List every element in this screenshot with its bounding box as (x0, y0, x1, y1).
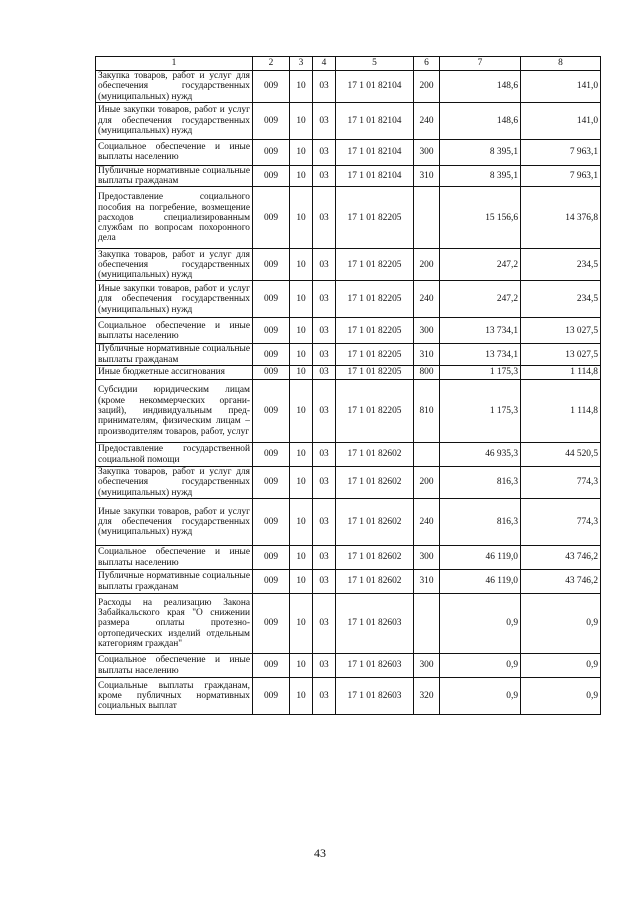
header-cell: 7 (440, 57, 521, 71)
row-target-article: 17 1 01 82205 (336, 380, 414, 443)
header-cell: 5 (336, 57, 414, 71)
row-target-article: 17 1 01 82205 (336, 344, 414, 366)
row-section-code: 10 (290, 71, 313, 103)
row-subsection-code: 03 (313, 344, 336, 366)
row-description: Закупка товаров, работ и услуг для обеспечения государственных (муниципальных) нужд (96, 71, 253, 103)
table-row (96, 594, 601, 654)
row-expense-type: 310 (414, 570, 440, 594)
row-target-article: 17 1 01 82602 (336, 570, 414, 594)
row-subsection-code: 03 (313, 546, 336, 570)
row-amount-year-1: 0,9 (440, 594, 521, 654)
row-expense-type: 310 (414, 165, 440, 187)
row-target-article: 17 1 01 82603 (336, 654, 414, 678)
row-amount-year-2: 0,9 (521, 594, 601, 654)
row-amount-year-1: 1 175,3 (440, 380, 521, 443)
row-ministry-code: 009 (253, 165, 290, 187)
row-subsection-code: 03 (313, 165, 336, 187)
row-expense-type: 300 (414, 654, 440, 678)
row-section-code: 10 (290, 570, 313, 594)
row-amount-year-2: 43 746,2 (521, 546, 601, 570)
row-expense-type (414, 443, 440, 467)
row-section-code: 10 (290, 187, 313, 249)
row-subsection-code: 03 (313, 654, 336, 678)
row-amount-year-2: 7 963,1 (521, 165, 601, 187)
row-description: Предоставление государственной социальной помощи (96, 443, 253, 467)
row-amount-year-1: 8 395,1 (440, 165, 521, 187)
table-row (96, 281, 601, 318)
row-ministry-code: 009 (253, 249, 290, 281)
row-description: Субсидии юридическим лицам (кроме некоммерческих организаций), индивидуальным предпринимателям, физическим лицам – производителям товаров, работ, услуг (96, 380, 253, 443)
table-row (96, 380, 601, 443)
row-amount-year-2: 0,9 (521, 654, 601, 678)
row-ministry-code: 009 (253, 102, 290, 139)
row-description: Социальное обеспечение и иные выплаты населению (96, 654, 253, 678)
row-amount-year-1: 46 119,0 (440, 546, 521, 570)
row-target-article: 17 1 01 82602 (336, 443, 414, 467)
row-amount-year-1: 46 935,3 (440, 443, 521, 467)
row-target-article: 17 1 01 82104 (336, 71, 414, 103)
row-amount-year-2: 234,5 (521, 281, 601, 318)
row-expense-type: 810 (414, 380, 440, 443)
row-subsection-code: 03 (313, 249, 336, 281)
row-expense-type: 200 (414, 71, 440, 103)
row-target-article: 17 1 01 82602 (336, 499, 414, 546)
row-ministry-code: 009 (253, 187, 290, 249)
row-amount-year-2: 1 114,8 (521, 366, 601, 380)
row-target-article: 17 1 01 82104 (336, 102, 414, 139)
row-amount-year-1: 148,6 (440, 71, 521, 103)
row-section-code: 10 (290, 102, 313, 139)
row-amount-year-2: 234,5 (521, 249, 601, 281)
row-amount-year-1: 15 156,6 (440, 187, 521, 249)
row-section-code: 10 (290, 443, 313, 467)
table-row (96, 102, 601, 139)
table-header-row (96, 57, 601, 71)
table-row (96, 249, 601, 281)
row-ministry-code: 009 (253, 344, 290, 366)
table-row (96, 499, 601, 546)
table-row (96, 366, 601, 380)
row-amount-year-2: 1 114,8 (521, 380, 601, 443)
row-amount-year-2: 7 963,1 (521, 139, 601, 165)
row-description: Публичные нормативные социальные выплаты гражданам (96, 165, 253, 187)
table-row (96, 654, 601, 678)
row-amount-year-2: 14 376,8 (521, 187, 601, 249)
row-expense-type: 200 (414, 249, 440, 281)
row-subsection-code: 03 (313, 467, 336, 499)
row-section-code: 10 (290, 165, 313, 187)
row-section-code: 10 (290, 467, 313, 499)
row-ministry-code: 009 (253, 318, 290, 344)
row-description: Иные закупки товаров, работ и услуг для обеспечения государственных (муниципальных) нужд (96, 102, 253, 139)
row-expense-type: 310 (414, 344, 440, 366)
row-subsection-code: 03 (313, 380, 336, 443)
row-ministry-code: 009 (253, 546, 290, 570)
row-subsection-code: 03 (313, 570, 336, 594)
row-subsection-code: 03 (313, 443, 336, 467)
row-section-code: 10 (290, 594, 313, 654)
row-amount-year-1: 0,9 (440, 654, 521, 678)
header-cell: 6 (414, 57, 440, 71)
table-row (96, 344, 601, 366)
row-ministry-code: 009 (253, 139, 290, 165)
row-amount-year-1: 0,9 (440, 678, 521, 715)
row-ministry-code: 009 (253, 366, 290, 380)
row-amount-year-1: 816,3 (440, 499, 521, 546)
row-ministry-code: 009 (253, 594, 290, 654)
row-amount-year-1: 8 395,1 (440, 139, 521, 165)
row-target-article: 17 1 01 82603 (336, 678, 414, 715)
row-ministry-code: 009 (253, 281, 290, 318)
row-ministry-code: 009 (253, 71, 290, 103)
row-subsection-code: 03 (313, 594, 336, 654)
row-section-code: 10 (290, 318, 313, 344)
table-row (96, 187, 601, 249)
row-description: Расходы на реализацию Закона Забайкальского края "О снижении размера оплаты протезно-ортопедических изделий отдельным категориям граждан" (96, 594, 253, 654)
table-row (96, 139, 601, 165)
row-subsection-code: 03 (313, 318, 336, 344)
row-subsection-code: 03 (313, 281, 336, 318)
row-amount-year-1: 247,2 (440, 249, 521, 281)
row-target-article: 17 1 01 82104 (336, 139, 414, 165)
row-section-code: 10 (290, 366, 313, 380)
row-section-code: 10 (290, 344, 313, 366)
row-target-article: 17 1 01 82205 (336, 281, 414, 318)
row-amount-year-1: 46 119,0 (440, 570, 521, 594)
table-row (96, 443, 601, 467)
row-subsection-code: 03 (313, 187, 336, 249)
table-row (96, 71, 601, 103)
row-section-code: 10 (290, 281, 313, 318)
row-target-article: 17 1 01 82602 (336, 546, 414, 570)
header-cell: 2 (253, 57, 290, 71)
row-description: Публичные нормативные социальные выплаты гражданам (96, 570, 253, 594)
row-amount-year-1: 148,6 (440, 102, 521, 139)
row-description: Закупка товаров, работ и услуг для обеспечения государственных (муниципальных) нужд (96, 249, 253, 281)
row-target-article: 17 1 01 82205 (336, 366, 414, 380)
row-amount-year-1: 13 734,1 (440, 344, 521, 366)
row-ministry-code: 009 (253, 654, 290, 678)
table-row (96, 467, 601, 499)
row-section-code: 10 (290, 499, 313, 546)
row-expense-type: 240 (414, 281, 440, 318)
row-amount-year-2: 13 027,5 (521, 318, 601, 344)
row-section-code: 10 (290, 380, 313, 443)
table-row (96, 678, 601, 715)
row-expense-type (414, 594, 440, 654)
row-section-code: 10 (290, 139, 313, 165)
row-target-article: 17 1 01 82104 (336, 165, 414, 187)
row-ministry-code: 009 (253, 570, 290, 594)
row-section-code: 10 (290, 654, 313, 678)
row-expense-type: 300 (414, 139, 440, 165)
row-description: Социальное обеспечение и иные выплаты населению (96, 318, 253, 344)
header-cell: 1 (96, 57, 253, 71)
row-subsection-code: 03 (313, 139, 336, 165)
table-body (96, 57, 601, 715)
table-row (96, 165, 601, 187)
row-description: Иные закупки товаров, работ и услуг для обеспечения государственных (муниципальных) нужд (96, 499, 253, 546)
row-ministry-code: 009 (253, 443, 290, 467)
header-cell: 4 (313, 57, 336, 71)
row-subsection-code: 03 (313, 102, 336, 139)
row-ministry-code: 009 (253, 499, 290, 546)
row-description: Предоставление социального пособия на погребение, возмещение расходов специализированным службам по вопросам похоронного дела (96, 187, 253, 249)
row-description: Социальное обеспечение и иные выплаты населению (96, 546, 253, 570)
page-number: 43 (314, 846, 326, 860)
table-row (96, 318, 601, 344)
row-target-article: 17 1 01 82205 (336, 249, 414, 281)
row-target-article: 17 1 01 82603 (336, 594, 414, 654)
row-expense-type: 240 (414, 102, 440, 139)
row-description: Закупка товаров, работ и услуг для обеспечения государственных (муниципальных) нужд (96, 467, 253, 499)
row-amount-year-2: 774,3 (521, 467, 601, 499)
table-row (96, 546, 601, 570)
row-description: Публичные нормативные социальные выплаты гражданам (96, 344, 253, 366)
row-section-code: 10 (290, 678, 313, 715)
table-row (96, 570, 601, 594)
row-amount-year-2: 13 027,5 (521, 344, 601, 366)
row-expense-type (414, 187, 440, 249)
row-section-code: 10 (290, 546, 313, 570)
row-amount-year-1: 247,2 (440, 281, 521, 318)
row-description: Иные закупки товаров, работ и услуг для обеспечения государственных (муниципальных) нужд (96, 281, 253, 318)
row-subsection-code: 03 (313, 71, 336, 103)
header-cell: 8 (521, 57, 601, 71)
row-expense-type: 300 (414, 546, 440, 570)
row-description: Иные бюджетные ассигнования (96, 366, 253, 380)
header-cell: 3 (290, 57, 313, 71)
row-target-article: 17 1 01 82205 (336, 187, 414, 249)
row-subsection-code: 03 (313, 366, 336, 380)
row-expense-type: 200 (414, 467, 440, 499)
row-amount-year-1: 13 734,1 (440, 318, 521, 344)
row-expense-type: 300 (414, 318, 440, 344)
row-ministry-code: 009 (253, 467, 290, 499)
row-expense-type: 240 (414, 499, 440, 546)
row-subsection-code: 03 (313, 499, 336, 546)
row-amount-year-2: 0,9 (521, 678, 601, 715)
row-description: Социальные выплаты гражданам, кроме публичных нормативных социальных выплат (96, 678, 253, 715)
row-amount-year-1: 1 175,3 (440, 366, 521, 380)
row-ministry-code: 009 (253, 678, 290, 715)
row-amount-year-2: 774,3 (521, 499, 601, 546)
row-subsection-code: 03 (313, 678, 336, 715)
row-section-code: 10 (290, 249, 313, 281)
row-amount-year-1: 816,3 (440, 467, 521, 499)
row-amount-year-2: 141,0 (521, 102, 601, 139)
row-amount-year-2: 44 520,5 (521, 443, 601, 467)
row-expense-type: 320 (414, 678, 440, 715)
row-amount-year-2: 141,0 (521, 71, 601, 103)
row-description: Социальное обеспечение и иные выплаты населению (96, 139, 253, 165)
row-target-article: 17 1 01 82205 (336, 318, 414, 344)
row-amount-year-2: 43 746,2 (521, 570, 601, 594)
row-ministry-code: 009 (253, 380, 290, 443)
row-expense-type: 800 (414, 366, 440, 380)
budget-table (95, 56, 601, 715)
row-target-article: 17 1 01 82602 (336, 467, 414, 499)
